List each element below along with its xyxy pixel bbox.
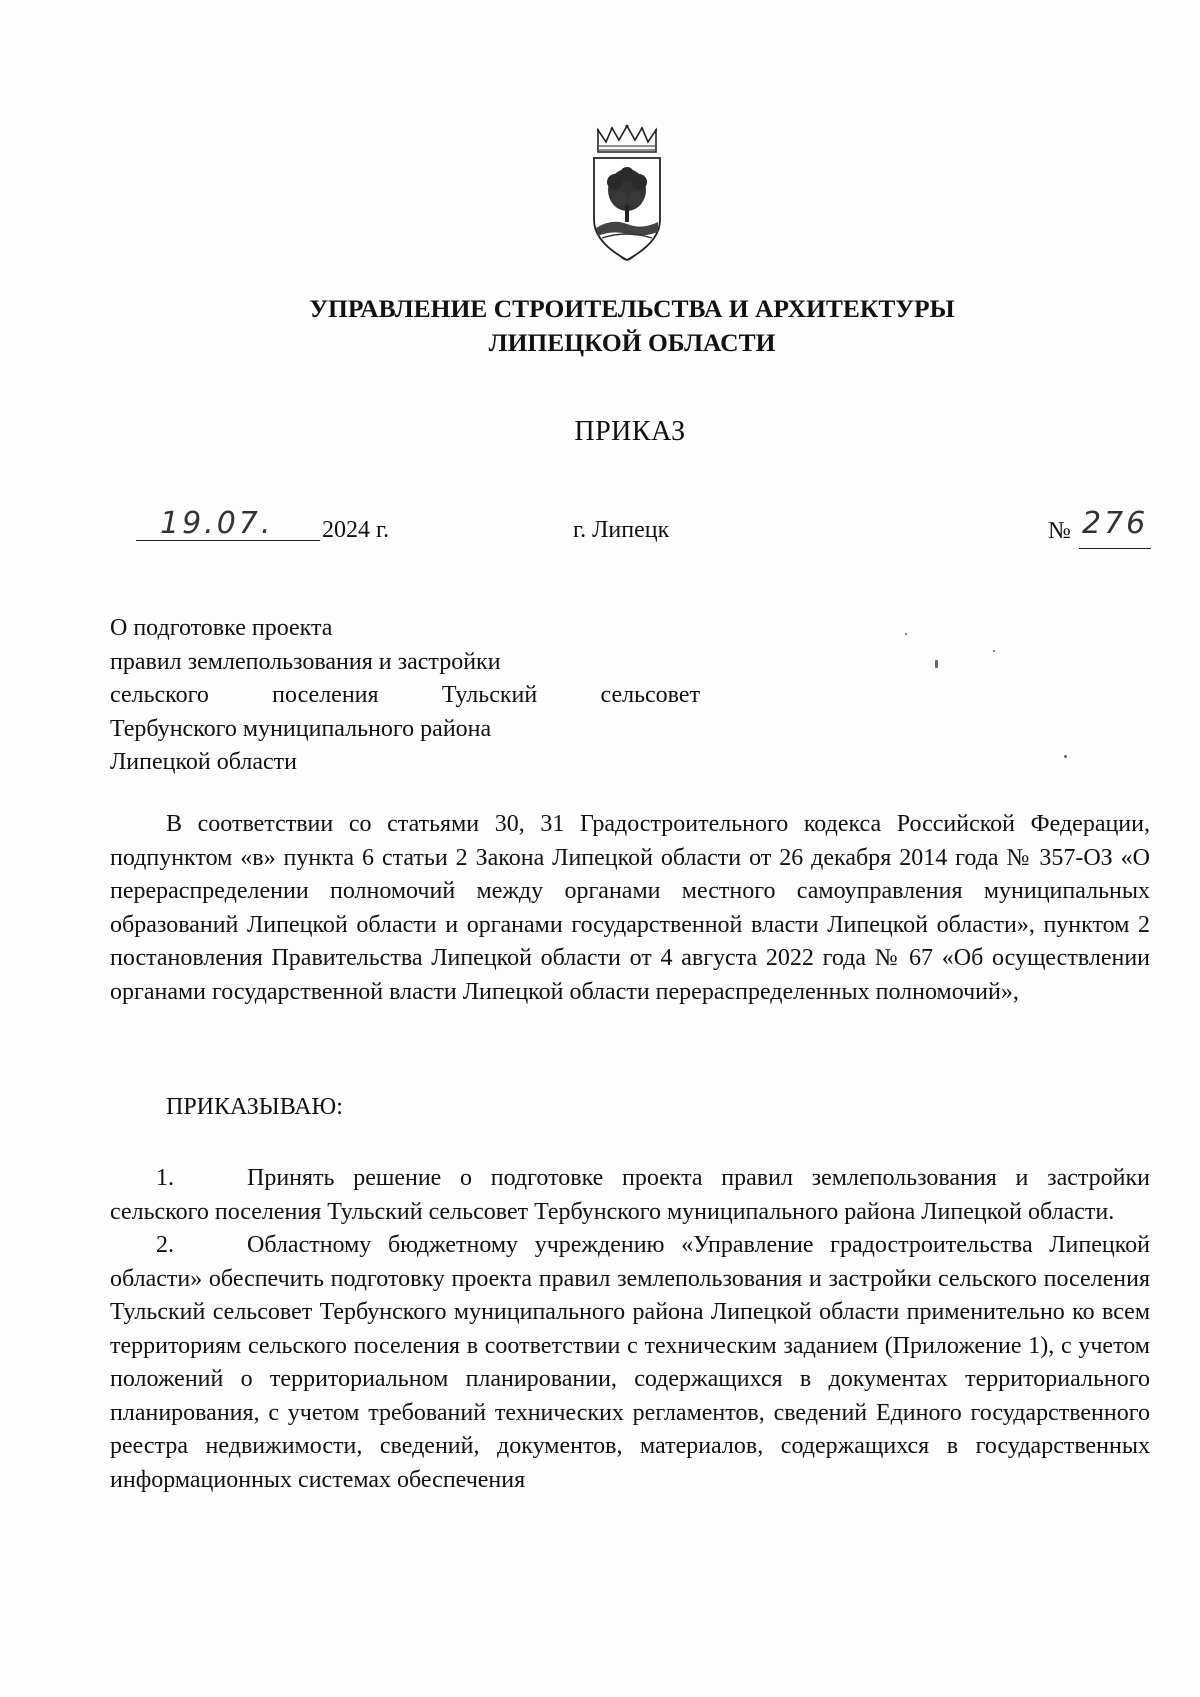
- order-preamble: [110, 808, 1150, 1009]
- number-sign: №: [1048, 518, 1071, 544]
- subject-line: правил землепользования и застройки: [110, 648, 501, 675]
- subject-line: Липецкой области: [110, 749, 297, 775]
- order-item: [110, 1229, 1150, 1497]
- organization-title-line-2: ЛИПЕЦКОЙ ОБЛАСТИ: [488, 328, 776, 357]
- order-subject: [110, 612, 700, 780]
- order-item-number: 1.: [156, 1165, 174, 1191]
- scan-speck: [935, 660, 938, 668]
- organization-title-line-1: УПРАВЛЕНИЕ СТРОИТЕЛЬСТВА И АРХИТЕКТУРЫ: [309, 294, 955, 323]
- handwritten-date: 19.07.: [160, 506, 274, 541]
- subject-line: Тербунского муниципального района: [110, 715, 492, 742]
- scan-speck: [905, 633, 907, 635]
- order-item: [110, 1162, 1150, 1229]
- city-name: г. Липецк: [573, 517, 670, 543]
- organization-title: [0, 292, 1200, 360]
- date-year: 2024 г.: [322, 517, 390, 543]
- order-item-text: Принять решение о подготовке проекта правил землепользования и застройки сельского поселения Тульский сельсовет Тербунского муниципального района Липецкой области.: [110, 1165, 1150, 1225]
- document-type: ПРИКАЗ: [574, 416, 686, 447]
- preamble-paragraph: В соответствии со статьями 30, 31 Градостроительного кодекса Российской Федерации, подпунктом «в» пункта 6 статьи 2 Закона Липецкой области от 26 декабря 2014 года № 357-ОЗ «О перераспределении полномочий между органами местного самоуправления муниципальных образований Липецкой области и органами государственной власти Липецкой области», пунктом 2 постановления Правительства Липецкой области от 4 августа 2022 года № 67 «Об осуществлении органами государственной власти Липецкой области перераспределенных полномочий»,: [110, 811, 1150, 1005]
- subject-line: сельского поселения Тульский сельсовет: [110, 682, 700, 708]
- scan-speck: [993, 650, 995, 652]
- order-command: ПРИКАЗЫВАЮ:: [166, 1094, 343, 1120]
- handwritten-number: 276: [1082, 506, 1149, 541]
- scan-speck: [1064, 755, 1067, 758]
- order-items: [110, 1162, 1150, 1497]
- order-item-text: Областному бюджетному учреждению «Управление градостроительства Липецкой области» обеспечить подготовку проекта правил землепользования и застройки сельского поселения Тульский сельсовет Тербунского муниципального района Липецкой области применительно ко всем территориям сельского поселения в соответствии с техническим заданием (Приложение 1), с учетом положений о территориальном планировании, содержащихся в документах территориального планирования, с учетом требований технических регламентов, сведений Единого государственного реестра недвижимости, сведений, документов, материалов, содержащихся в государственных информационных системах обеспечения: [110, 1232, 1150, 1493]
- order-item-number: 2.: [156, 1232, 174, 1258]
- subject-line: О подготовке проекта: [110, 615, 333, 641]
- lipetsk-coat-of-arms-icon: [590, 124, 664, 266]
